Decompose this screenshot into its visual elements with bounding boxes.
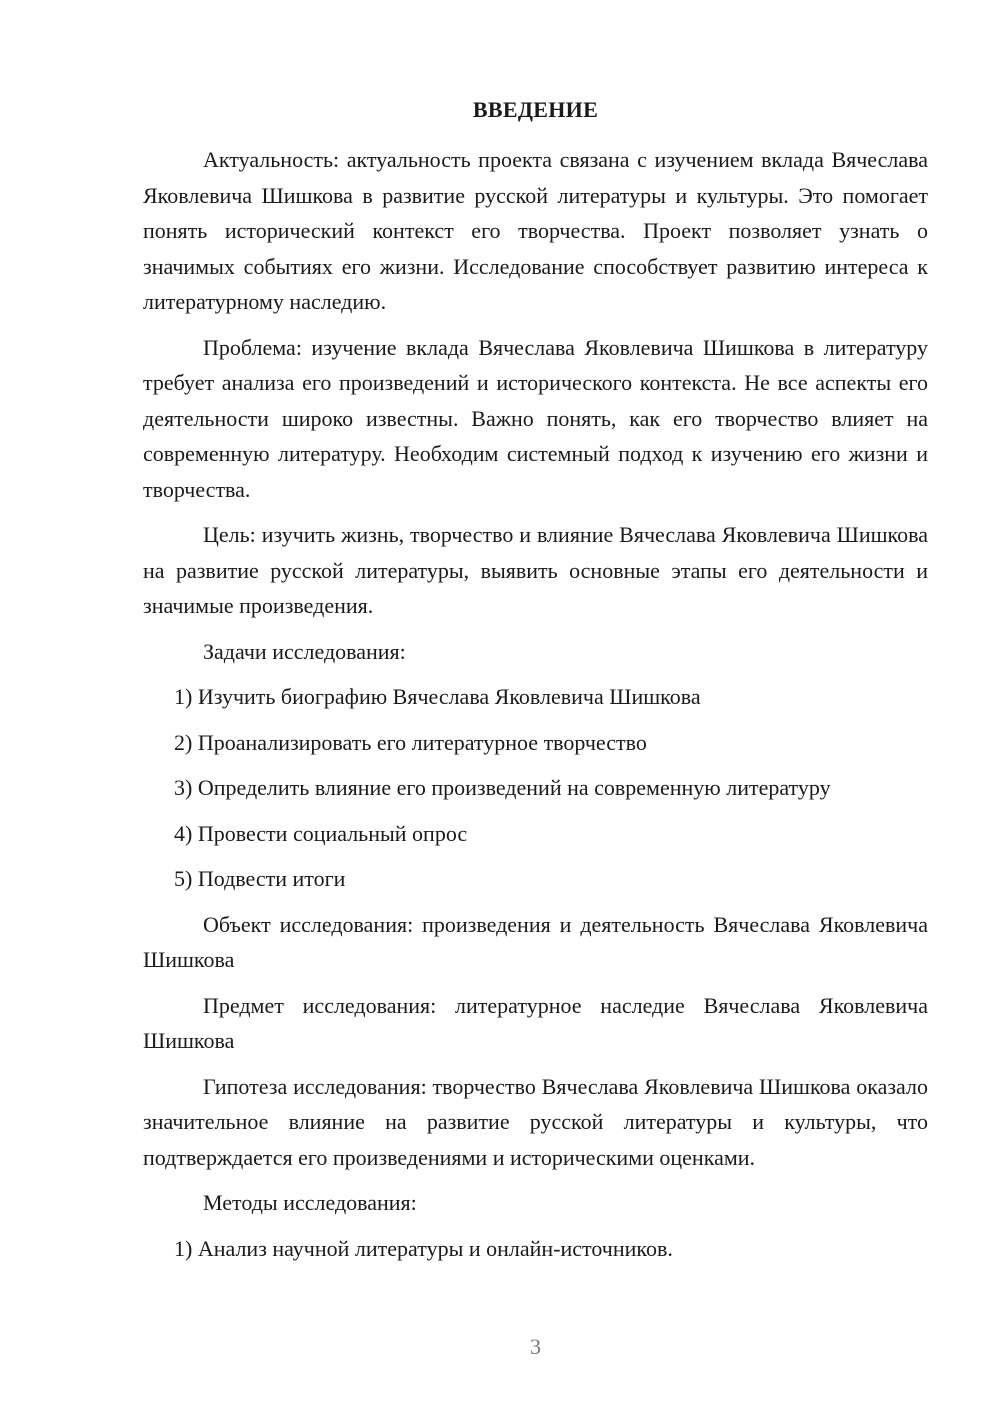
object-paragraph: Объект исследования: произведения и деятельность Вячеслава Яковлевича Шишкова [143,911,928,972]
methods-title: Методы исследования: [203,1190,417,1215]
task-item: 2) Проанализировать его литературное творчество [174,729,647,755]
document-body [143,142,928,1276]
subject-paragraph: Предмет исследования: литературное наследие Вячеслава Яковлевича Шишкова [143,992,928,1053]
hypothesis-paragraph: Гипотеза исследования: творчество Вячеслава Яковлевича Шишкова оказало значительное влияние на развитие русской литературы и культуры, что подтверждается его произведениями и историческими оценками. [143,1073,928,1170]
relevance-paragraph: Актуальность: актуальность проекта связана с изучением вклада Вячеслава Яковлевича Шишкова в развитие русской литературы и культуры. Это помогает понять исторический контекст его творчества. Проект позволяет узнать о значимых событиях его жизни. Исследование способствует развитию интереса к литературному наследию. [143,147,928,314]
task-item: 5) Подвести итоги [174,866,346,891]
task-item: 1) Изучить биографию Вячеслава Яковлевича Шишкова [174,684,701,709]
task-item: 4) Провести социальный опрос [174,820,468,846]
document-page [143,0,928,1414]
problem-paragraph: Проблема: изучение вклада Вячеслава Яковлевича Шишкова в литературу требует анализа его произведений и исторического контекста. Не все аспекты его деятельности широко известны. Важно понять, как его творчество влияет на современную литературу. Необходим системный подход к изучению его жизни и творчества. [143,334,928,502]
method-item: 1) Анализ научной литературы и онлайн-источников. [174,1235,673,1261]
goal-paragraph: Цель: изучить жизнь, творчество и влияние Вячеслава Яковлевича Шишкова на развитие русской литературы, выявить основные этапы его деятельности и значимые произведения. [143,522,928,618]
page-number: 3 [530,1334,541,1359]
task-item: 3) Определить влияние его произведений на современную литературу [174,775,831,800]
section-heading: ВВЕДЕНИЕ [472,97,599,122]
tasks-title: Задачи исследования: [203,638,406,664]
